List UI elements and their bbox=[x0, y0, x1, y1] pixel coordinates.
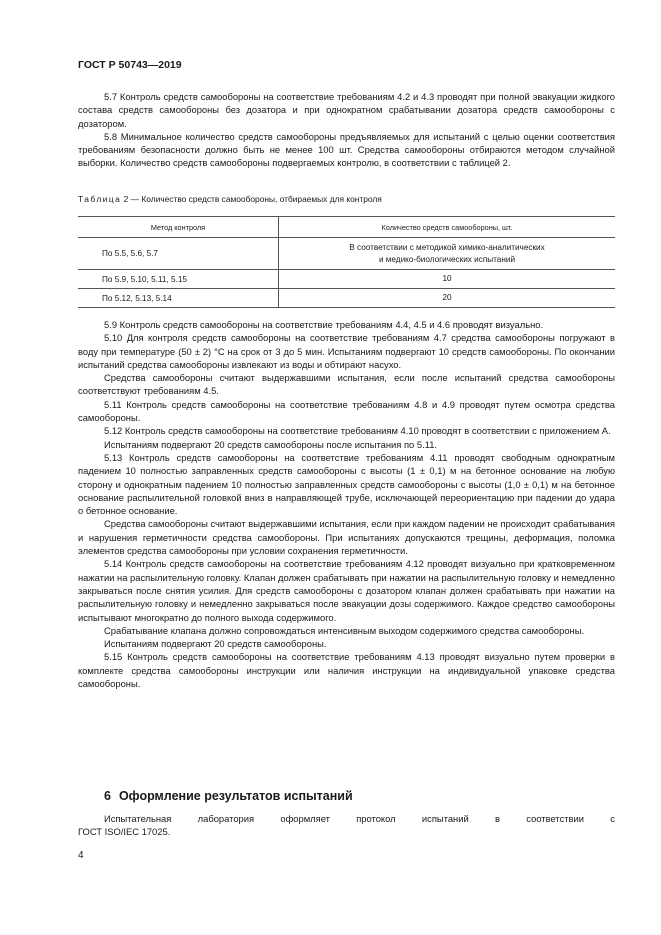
paragraph-5-14-samples: Испытаниям подвергают 20 средств самообороны. bbox=[104, 638, 327, 650]
paragraph-5-11: 5.11 Контроль средств самообороны на соответствие требованиям 4.8 и 4.9 проводят путем осмотра средства самообороны. bbox=[78, 398, 615, 424]
section-6-heading bbox=[104, 789, 353, 803]
table-caption bbox=[78, 194, 382, 204]
paragraph-5-7: 5.7 Контроль средств самообороны на соответствие требованиям 4.2 и 4.3 проводят при полной эвакуации жидкого состава средств самообороны без дозатора и при однократном срабатывании дозатора средств самообороны с дозатором. bbox=[78, 91, 615, 129]
table-header-quantity: Количество средств самообороны, шт. bbox=[279, 217, 616, 238]
paragraph-5-14-valve: Срабатывание клапана должно сопровождаться интенсивным выходом содержимого средства самообороны. bbox=[104, 624, 585, 636]
section-6-line1: Испытательная лаборатория оформляет протокол испытаний в соответствии с bbox=[104, 813, 615, 824]
paragraph-5-14: 5.14 Контроль средств самообороны на соответствие требованиям 4.12 проводят визуально при кратковременном нажатии на распылительную головку. Клапан должен срабатывать при нажатии на распылительную головку и немедленно закрываться после снятия усилия. Для средств самообороны с дозатором клапан должен срабатывать при нажатии на распылительную головку и немедленно закрываться после эвакуации дозы содержимого. Каждое средство самообороны испытывают многократно до полного выхода содержимого. bbox=[78, 558, 615, 623]
section-6-body bbox=[78, 812, 615, 839]
sample-quantity-table bbox=[78, 216, 615, 308]
table-cell-method: По 5.12, 5.13, 5.14 bbox=[78, 289, 279, 308]
table-cell-quantity-line1: В соответствии с методикой химико-аналитических bbox=[349, 243, 545, 252]
paragraph-5-9: 5.9 Контроль средств самообороны на соответствие требованиям 4.4, 4.5 и 4.6 проводят визуально. bbox=[104, 319, 544, 330]
paragraph-5-12: 5.12 Контроль средств самообороны на соответствие требованиям 4.10 проводят в соответствии с приложением А. bbox=[104, 425, 611, 437]
table-cell-quantity bbox=[279, 238, 616, 270]
table-cell-method: По 5.5, 5.6, 5.7 bbox=[78, 238, 279, 270]
section-6-line2: ГОСТ ISO/IEC 17025. bbox=[78, 826, 171, 838]
paragraph-5-8: 5.8 Минимальное количество средств самообороны предъявляемых для испытаний с целью оценки соответствия требованиям безопасности должно быть не менее 100 шт. Средства самообороны отбираются методом случайной выборки. Количество средств самообороны подвергаемых контролю, в соответствии с таблицей 2. bbox=[78, 130, 615, 169]
section-number: 6 bbox=[104, 789, 111, 803]
table-row bbox=[78, 270, 615, 289]
paragraphs-top bbox=[78, 90, 615, 170]
section-title-text: Оформление результатов испытаний bbox=[118, 789, 353, 803]
paragraph-5-10: 5.10 Для контроля средств самообороны на соответствие требованиям 4.7 средства самообороны погружают в воду при температуре (50 ± 2) °С на срок от 3 до 5 мин. Испытаниям подвергают 10 средств самообороны. По окончании испытаний средства самообороны извлекают из воды и обтирают насухо. bbox=[78, 332, 615, 370]
page-number: 4 bbox=[78, 850, 84, 861]
table-header-method: Метод контроля bbox=[78, 217, 279, 238]
table-cell-quantity: 20 bbox=[279, 289, 616, 308]
paragraphs-mid bbox=[78, 318, 615, 690]
document-code-header: ГОСТ Р 50743—2019 bbox=[78, 59, 182, 71]
paragraph-5-13-result: Средства самообороны считают выдержавшими испытания, если при каждом падении не происходит срабатывания и нарушения герметичности средства самообороны. При испытаниях допускаются трещины, деформация, поломка элементов средства самообороны при условии сохранения герметичности. bbox=[78, 518, 615, 557]
paragraph-5-10-result: Средства самообороны считают выдержавшими испытания, если после испытаний средства самообороны соответствуют требованиям 4.5. bbox=[78, 372, 615, 397]
table-cell-method: По 5.9, 5.10, 5.11, 5.15 bbox=[78, 270, 279, 289]
table-row bbox=[78, 289, 615, 308]
table-caption-text: 2 — Количество средств самообороны, отбираемых для контроля bbox=[123, 194, 382, 204]
table-header-row bbox=[78, 217, 615, 238]
table-label: Таблица bbox=[78, 194, 122, 204]
table-row bbox=[78, 238, 615, 270]
table-cell-quantity: 10 bbox=[279, 270, 616, 289]
paragraph-5-12-samples: Испытаниям подвергают 20 средств самообороны после испытания по 5.11. bbox=[104, 438, 438, 450]
table-cell-quantity-line2: и медико-биологических испытаний bbox=[378, 254, 516, 264]
paragraph-5-15: 5.15 Контроль средств самообороны на соответствие требованиям 4.13 проводят визуально путем проверки в комплекте средства самообороны инструкции или наличия инструкции на индивидуальной упаковке средства самообороны. bbox=[78, 651, 615, 690]
paragraph-5-13: 5.13 Контроль средств самообороны на соответствие требованиям 4.11 проводят свободным однократным падением 10 полностью заправленных средств самообороны с высоты (1 ± 0,1) м на бетонное основание на любую сторону и однократным падением 10 полностью заправленных средств самообороны с высоты (1,0 ± 0,1) м на бетонное основание распылительной головкой вниз в направляющей трубе, исключающей переориентацию при падении до удара о бетонное основание. bbox=[78, 451, 615, 517]
